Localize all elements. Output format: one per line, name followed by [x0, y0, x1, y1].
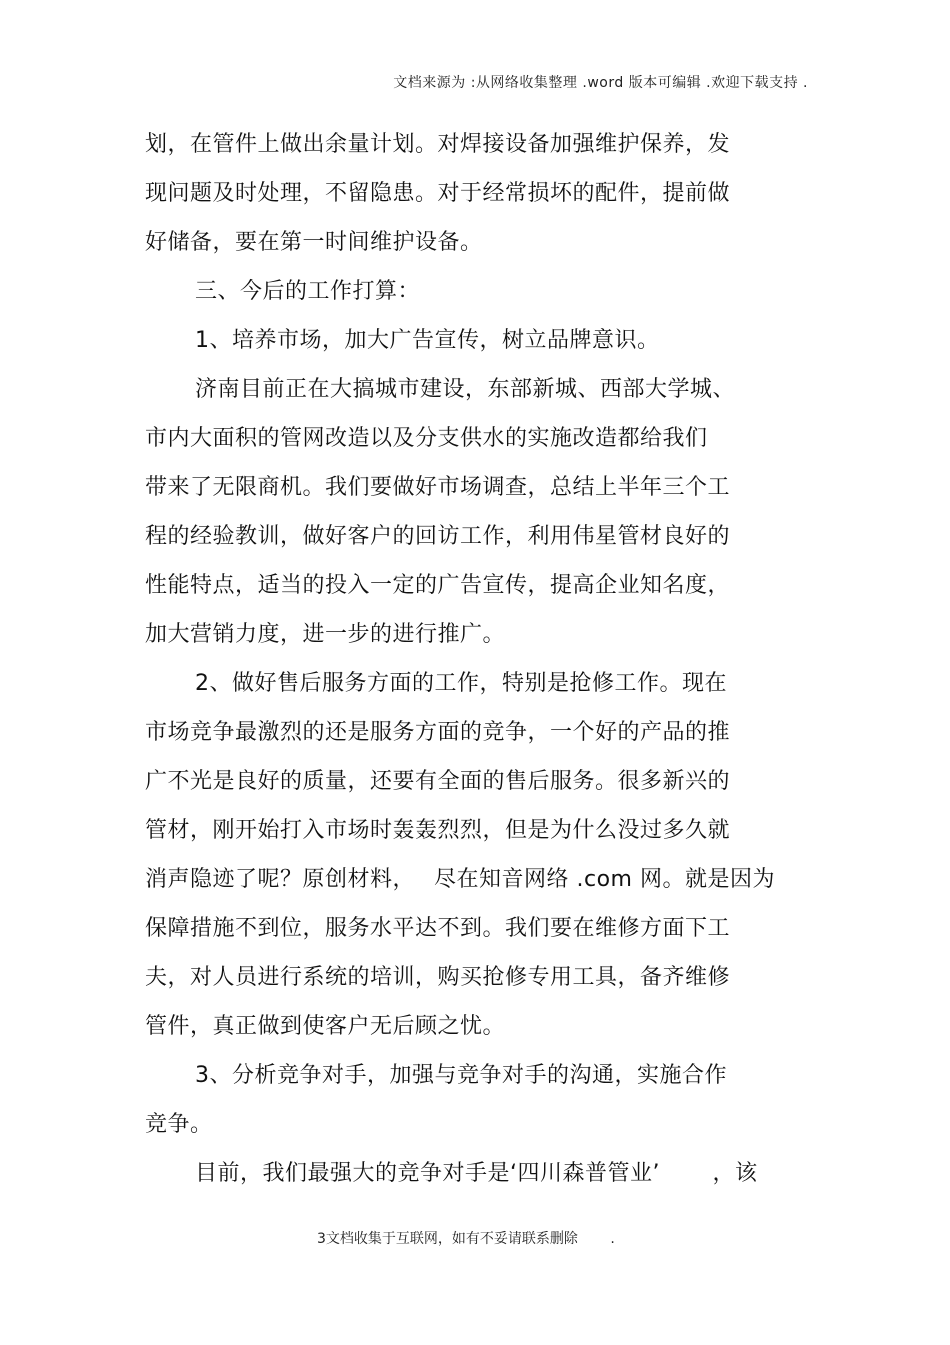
document-body — [145, 120, 810, 1198]
text-line: 消声隐迹了呢？原创材料， 尽在知音网络 .com 网。就是因为 — [145, 867, 775, 892]
text-line: 广不光是良好的质量，还要有全面的售后服务。很多新兴的 — [145, 769, 731, 794]
page-footer: 3文档收集于互联网，如有不妥请联系删除 . — [317, 1231, 615, 1247]
text-line: 性能特点，适当的投入一定的广告宣传，提高企业知名度， — [145, 573, 731, 598]
page-header: 文档来源为 :从网络收集整理 .word 版本可编辑 .欢迎下载支持 . — [393, 75, 808, 91]
text-line: 现问题及时处理，不留隐患。对于经常损坏的配件，提前做 — [145, 181, 731, 206]
subsection-heading: 2、做好售后服务方面的工作，特别是抢修工作。现在 — [195, 671, 727, 696]
text-line: 市内大面积的管网改造以及分支供水的实施改造都给我们 — [145, 426, 708, 451]
text-line: 管件，真正做到使客户无后顾之忧。 — [145, 1014, 506, 1039]
subsection-heading: 3、分析竞争对手，加强与竞争对手的沟通，实施合作 — [195, 1063, 727, 1088]
text-line: 济南目前正在大搞城市建设，东部新城、西部大学城、 — [195, 377, 736, 402]
text-line: 目前，我们最强大的竞争对手是‘四川森普管业’ ，该 — [195, 1161, 758, 1186]
text-line: 好储备，要在第一时间维护设备。 — [145, 230, 483, 255]
text-line: 划，在管件上做出余量计划。对焊接设备加强维护保养，发 — [145, 132, 731, 157]
text-line: 加大营销力度，进一步的进行推广。 — [145, 622, 506, 647]
text-line: 程的经验教训，做好客户的回访工作，利用伟星管材良好的 — [145, 524, 731, 549]
text-line: 市场竞争最激烈的还是服务方面的竞争，一个好的产品的推 — [145, 720, 731, 745]
subsection-heading: 1、培养市场，加大广告宣传，树立品牌意识。 — [195, 328, 660, 353]
section-heading: 三、今后的工作打算： — [195, 279, 421, 304]
text-line: 带来了无限商机。我们要做好市场调查，总结上半年三个工 — [145, 475, 731, 500]
text-line: 夫，对人员进行系统的培训，购买抢修专用工具，备齐维修 — [145, 965, 731, 990]
text-line: 竞争。 — [145, 1112, 213, 1137]
text-line: 管材，刚开始打入市场时轰轰烈烈，但是为什么没过多久就 — [145, 818, 731, 843]
text-line: 保障措施不到位，服务水平达不到。我们要在维修方面下工 — [145, 916, 731, 941]
